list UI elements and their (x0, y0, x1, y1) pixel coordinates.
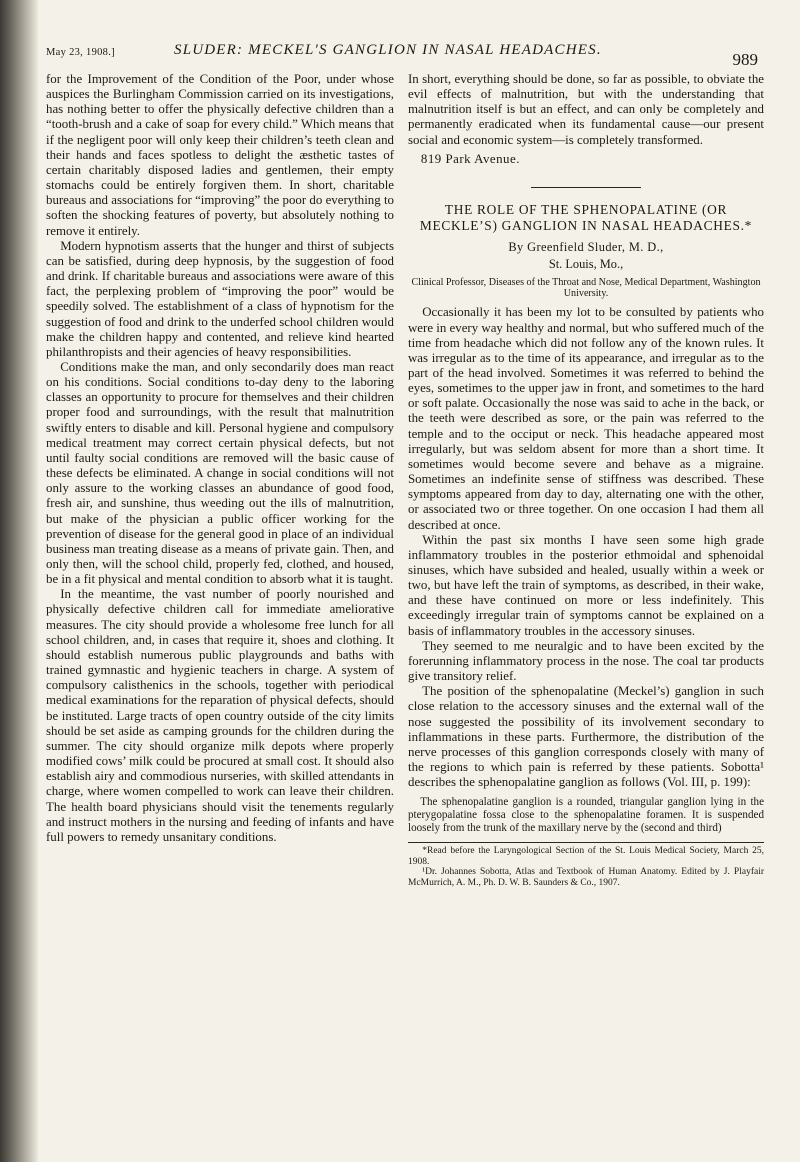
article-byline: By Greenfield Sluder, M. D., (508, 239, 664, 254)
running-title: SLUDER: MECKEL'S GANGLION IN NASAL HEADACHES. (174, 42, 602, 58)
paragraph: for the Improvement of the Condition of the Poor, under whose auspices the Burlingham Commission carried on its investigations, has nothing better to offer the physically defective children than a “tooth-brush and a cake of soap for every child.” Which means that if the negligent poor will only keep their children’s teeth clean and their hands and faces spotless to delight the æsthetic tastes of certain charitably disposed ladies and gentlemen, their empty stomachs could be entirely forgiven them. In short, charitable bureaus and associations for “improving” the poor do everything to soften the shocking features of poverty, but absolutely nothing to remove it entirely. (46, 72, 394, 238)
article-location: St. Louis, Mo., (548, 256, 624, 271)
issue-date: May 23, 1908.] (46, 47, 115, 58)
author-address: 819 Park Avenue. (420, 151, 520, 166)
paragraph: Conditions make the man, and only secondarily does man react on his conditions. Social conditions to-day deny to the laboring classes an opportunity to procure for themselves and their children proper food and surroundings, with the result that malnutrition swiftly enters to disable and kill. Personal hygiene and compulsory medical treatment may correct certain physical defects, but not until faulty social conditions are removed will the basic cause of these defects be eliminated. A change in social conditions will not only assure to the working classes an abundance of good food, fresh air, and sunshine, thus weeding out the ills of malnutrition, but make of the physician a public officer working for the prevention of disease for the general good in place of an individual business man treating disease as a means of private gain. Then, and only then, will the school child, properly fed, clothed, and housed, be in a fit physical and mental condition to absorb what it is taught. (46, 359, 394, 587)
paragraph: In short, everything should be done, so far as possible, to obviate the evil effects of malnutrition, but with the understanding that malnutrition itself is but an effect, and can only be completely and permanently eradicated when its fundamental cause—our present social and economic system—is completely transformed. (408, 72, 764, 147)
paragraph: They seemed to me neuralgic and to have been excited by the forerunning inflammatory process in the nose. The coal tar products give transitory relief. (408, 638, 764, 684)
block-quote: The sphenopalatine ganglion is a rounded, triangular ganglion lying in the pterygopalatine fossa close to the sphenopalatine foramen. It is suspended loosely from the trunk of the maxillary nerve by the (second and third) (408, 796, 764, 834)
left-column (46, 72, 394, 845)
section-divider (531, 187, 641, 188)
running-header (46, 42, 758, 69)
paragraph: The position of the sphenopalatine (Meckel’s) ganglion in such close relation to the accessory sinuses and the external wall of the nose suggested the possibility of its involvement secondary to inflammations in these parts. Furthermore, the distribution of the nerve processes of this ganglion corresponds closely with many of the regions to which pain is referred by these patients. Sobotta¹ describes the sphenopalatine ganglion as follows (Vol. III, p. 199): (408, 684, 764, 790)
footnote-divider (408, 842, 764, 843)
page-number: 989 (732, 50, 758, 69)
paragraph: Within the past six months I have seen some high grade inflammatory troubles in the posterior ethmoidal and sphenoidal sinuses, which have subsided and healed, usually within a week or two, but have left the train of symptoms, as described, in their wake, and these have continued on more or less indefinitely. This exceedingly irregular train of symptoms cannot be explained on a basis of inflammatory troubles in the accessory sinuses. (408, 532, 764, 638)
author-affiliation: Clinical Professor, Diseases of the Throat and Nose, Medical Department, Washington University. (411, 276, 761, 300)
page-binding-edge (0, 0, 38, 1162)
paragraph: Modern hypnotism asserts that the hunger and thirst of subjects can be satisfied, during deep hypnosis, by the suggestion of food and drink. If charitable bureaus and associations were aware of this fact, the perplexing problem of “improving the poor” would be speedily solved. The establishment of a class of hypnotism for the suggestion of food and drink to the underfed school children would make the children happy and contented, and relieve kind hearted philanthropists and their agencies of heavy responsibilities. (46, 238, 394, 359)
paragraph: Occasionally it has been my lot to be consulted by patients who were in every way healthy and normal, but who suffered much of the time from headache which did not follow any of the known rules. It was irregular as to the time of its appearance, and irregular as to the part of the head involved. Sometimes it was referred to behind the eyes, sometimes to the upper jaw in front, and sometimes to the hard or soft palate. Occasionally the nose was said to ache in the back, or the teeth were described as sore, or the pain was referred to the temple and to the occiput or neck. This headache appeared most irregularly, but was seldom absent for more than a short time. It sometimes would become severe and behave as a migraine. Sometimes an indefinite sense of stiffness was described. These symptoms appeared from day to day, alternating one with the other, or associated two or three together. On one occasion I had them all described at once. (408, 305, 764, 532)
article-title: THE ROLE OF THE SPHENOPALATINE (OR MECKLE’S) GANGLION IN NASAL HEADACHES.* (419, 201, 753, 234)
paragraph: In the meantime, the vast number of poorly nourished and physically defective children call for immediate ameliorative measures. The city should provide a wholesome free lunch for all school children, and, in cases that require it, shoes and clothing. It should establish numerous public playgrounds and baths with trained gymnastic and hygienic teachers in charge. A system of compulsory calisthenics in the schools, together with periodical medical examinations for the reparation of physical defects, should be instituted. Large tracts of open country outside of the city limits should be set aside as camping grounds for the children during the summer. The city should organize milk depots where properly modified cows’ milk could be procured at small cost. It should also establish airy and commodious nurseries, with skilled attendants in charge, where women compelled to work can leave their children. The health board physicians should visit the tenements regularly and instruct mothers in the nursing and feeding of infants and have full powers to remedy unsanitary conditions. (46, 587, 394, 844)
footnote: *Read before the Laryngological Section of the St. Louis Medical Society, March 25, 1908. (408, 846, 764, 867)
footnote: ¹Dr. Johannes Sobotta, Atlas and Textbook of Human Anatomy. Edited by J. Playfair McMurrich, A. M., Ph. D. W. B. Saunders & Co., 1907. (408, 867, 764, 888)
right-column (408, 72, 764, 888)
